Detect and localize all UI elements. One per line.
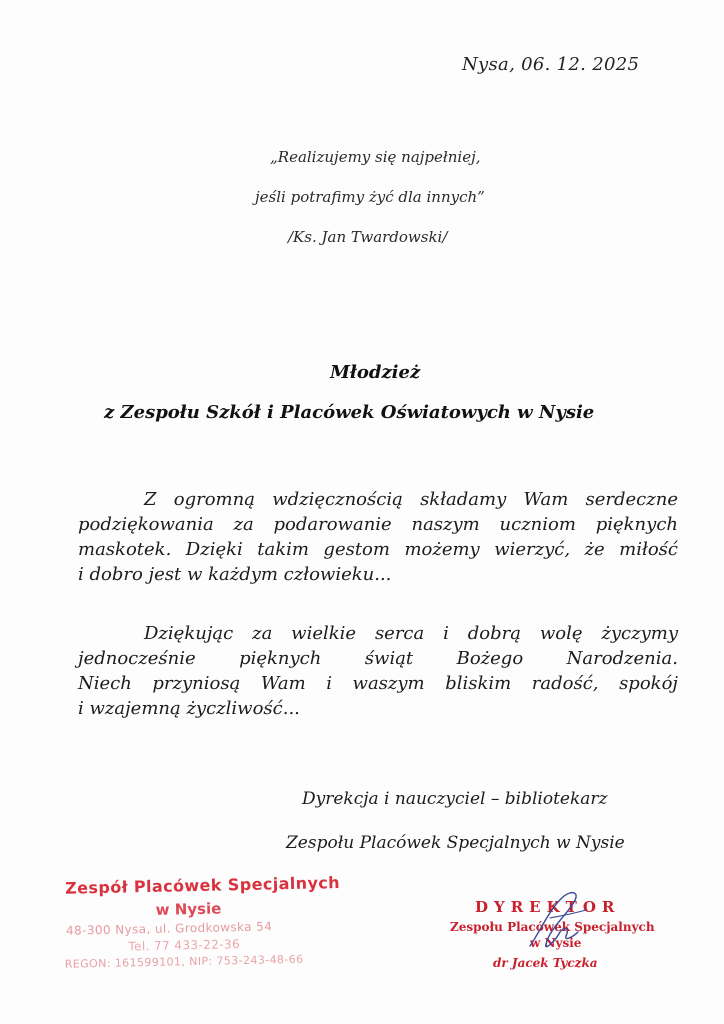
paragraph-line: i wzajemną życzliwość... xyxy=(78,698,300,719)
motto-line-2: jeśli potrafimy żyć dla innych” xyxy=(255,188,485,206)
handwritten-signature xyxy=(520,888,600,958)
paragraph-line: Dziękując za wielkie serca i dobrą wolę życzymy xyxy=(144,623,678,644)
stamp-phone: Tel. 77 433-22-36 xyxy=(128,937,241,954)
paragraph-line: Z ogromną wdzięcznością składamy Wam serdeczne xyxy=(144,489,678,510)
letter-date: Nysa, 06. 12. 2025 xyxy=(462,54,640,75)
paragraph-line: podziękowania za podarowanie naszym uczniom pięknych xyxy=(78,514,678,535)
signature-line-1: Dyrekcja i nauczyciel – bibliotekarz xyxy=(302,789,608,809)
institution-stamp xyxy=(61,872,341,979)
paragraph-line: i dobro jest w każdym człowieku... xyxy=(78,564,392,585)
stamp-line: Zespół Placówek Specjalnych xyxy=(64,872,341,898)
motto-line-1: „Realizujemy się najpełniej, xyxy=(270,148,481,166)
stamp-line: w Nysie xyxy=(155,899,222,919)
heading-school: z Zespołu Szkół i Placówek Oświatowych w Nysie xyxy=(104,402,595,423)
stamp-line: Zespołu Placówek Specjalnych xyxy=(450,920,655,934)
stamp-director-name: dr Jacek Tyczka xyxy=(493,956,598,970)
paragraph-wishes xyxy=(78,621,678,721)
stamp-line: w Nysie xyxy=(530,936,582,950)
paragraph-thanks xyxy=(78,487,678,587)
heading-recipient: Młodzież xyxy=(330,362,421,383)
stamp-address: 48-300 Nysa, ul. Grodkowska 54 xyxy=(65,919,273,938)
signature-stroke xyxy=(530,893,578,947)
stamp-title: DYREKTOR xyxy=(475,898,621,916)
signature-line-2: Zespołu Placówek Specjalnych w Nysie xyxy=(286,833,625,853)
motto-author: /Ks. Jan Twardowski/ xyxy=(288,228,448,246)
paragraph-line: Niech przyniosą Wam i waszym bliskim radość, spokój xyxy=(78,673,678,694)
stamp-regon-nip: REGON: 161599101, NIP: 753-243-48-66 xyxy=(64,952,304,971)
paragraph-line: jednocześnie pięknych świąt Bożego Narodzenia. xyxy=(78,648,678,669)
paragraph-line: maskotek. Dzięki takim gestom możemy wierzyć, że miłość xyxy=(78,539,678,560)
